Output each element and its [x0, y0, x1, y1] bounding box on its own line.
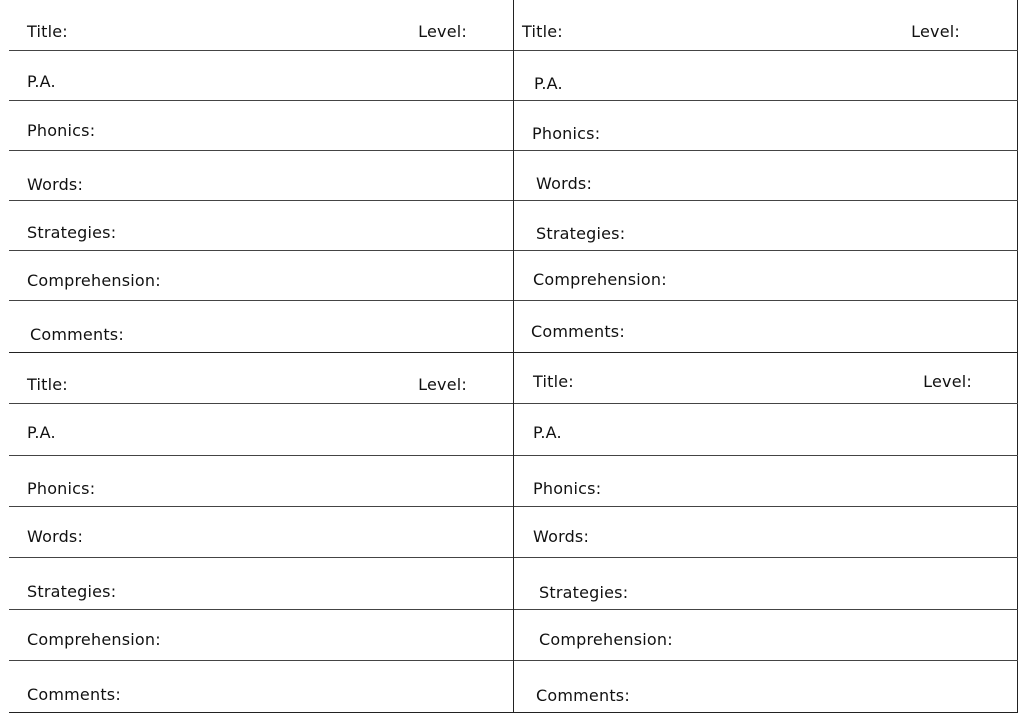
pa-label: P.A. [534, 74, 563, 93]
phonics-label: Phonics: [533, 479, 602, 498]
title-label: Title: [27, 22, 68, 41]
comments-label: Comments: [30, 325, 124, 344]
pa-row [514, 404, 1018, 456]
strategies-row [9, 558, 513, 610]
title-label: Title: [533, 372, 574, 391]
phonics-label: Phonics: [27, 121, 96, 140]
title-row [514, 353, 1018, 404]
phonics-row [9, 456, 513, 507]
record-card-bottom-right [514, 352, 1018, 713]
comprehension-label: Comprehension: [27, 271, 161, 290]
comments-label: Comments: [27, 685, 121, 704]
words-label: Words: [536, 174, 593, 193]
strategies-label: Strategies: [27, 582, 117, 601]
comprehension-row [514, 251, 1018, 301]
words-row [9, 151, 513, 201]
strategies-row [9, 201, 513, 251]
pa-label: P.A. [27, 423, 56, 442]
title-row [514, 0, 1018, 51]
strategies-row [514, 201, 1018, 251]
comprehension-label: Comprehension: [27, 630, 161, 649]
phonics-row [514, 101, 1018, 151]
pa-label: P.A. [27, 72, 56, 91]
comments-row [9, 661, 513, 714]
words-label: Words: [533, 527, 590, 546]
record-card-top-right [514, 0, 1018, 352]
level-label: Level: [418, 22, 467, 41]
title-label: Title: [27, 375, 68, 394]
words-label: Words: [27, 175, 84, 194]
level-label: Level: [911, 22, 960, 41]
phonics-label: Phonics: [532, 124, 601, 143]
comprehension-row [9, 251, 513, 301]
pa-row [9, 51, 513, 101]
pa-row [514, 51, 1018, 101]
strategies-label: Strategies: [539, 583, 629, 602]
title-row [9, 0, 513, 51]
comments-label: Comments: [536, 686, 630, 705]
comments-row [514, 661, 1018, 714]
reading-record-sheet [9, 0, 1018, 713]
comprehension-row [9, 610, 513, 661]
phonics-label: Phonics: [27, 479, 96, 498]
record-card-bottom-left [9, 352, 514, 713]
words-label: Words: [27, 527, 84, 546]
words-row [514, 507, 1018, 558]
strategies-row [514, 558, 1018, 610]
comments-row [9, 301, 513, 352]
words-row [514, 151, 1018, 201]
pa-row [9, 404, 513, 456]
phonics-row [9, 101, 513, 151]
title-label: Title: [522, 22, 563, 41]
phonics-row [514, 456, 1018, 507]
strategies-label: Strategies: [536, 224, 626, 243]
comprehension-row [514, 610, 1018, 661]
strategies-label: Strategies: [27, 223, 117, 242]
comprehension-label: Comprehension: [539, 630, 673, 649]
comprehension-label: Comprehension: [533, 270, 667, 289]
words-row [9, 507, 513, 558]
comments-label: Comments: [531, 322, 625, 341]
record-card-top-left [9, 0, 514, 352]
title-row [9, 353, 513, 404]
pa-label: P.A. [533, 423, 562, 442]
level-label: Level: [923, 372, 972, 391]
comments-row [514, 301, 1018, 352]
level-label: Level: [418, 375, 467, 394]
